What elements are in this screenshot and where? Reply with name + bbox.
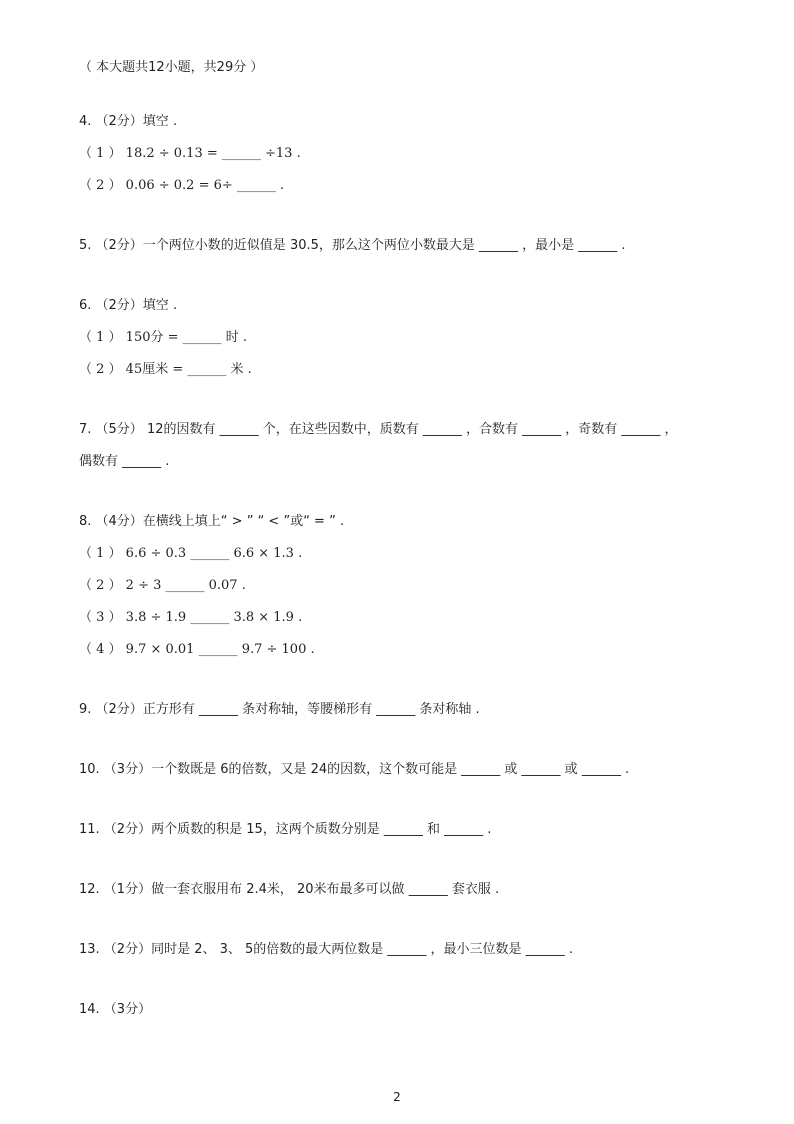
question-4-part-1: （ 1 ） 18.2 ÷ 0.13 = ______ ÷13 . xyxy=(79,146,301,161)
question-8-header: 8. （4分）在横线上填上“ > ” “ < ”或“ = ” . xyxy=(79,514,345,529)
page-number: 2 xyxy=(393,1090,401,1104)
question-5: 5. （2分）一个两位小数的近似值是 30.5，那么这个两位小数最大是 ______ ，最小是 ______ . xyxy=(79,238,626,253)
question-8-part-1: （ 1 ） 6.6 ÷ 0.3 ______ 6.6 × 1.3 . xyxy=(79,546,303,561)
question-9: 9. （2分）正方形有 ______ 条对称轴，等腰梯形有 ______ 条对称轴 . xyxy=(79,702,480,717)
question-14: 14. （3分） xyxy=(79,1002,152,1017)
question-10: 10. （3分）一个数既是 6的倍数，又是 24的因数，这个数可能是 ______ 或 ______ 或 ______ . xyxy=(79,762,630,777)
question-6-header: 6. （2分）填空 . xyxy=(79,298,178,313)
question-7-line-2: 偶数有 ______ . xyxy=(79,454,170,469)
question-8-part-4: （ 4 ） 9.7 × 0.01 ______ 9.7 ÷ 100 . xyxy=(79,642,315,657)
question-7-line-1: 7. （5分） 12的因数有 ______ 个，在这些因数中，质数有 ______ ，合数有 ______ ，奇数有 ______ ， xyxy=(79,422,678,437)
question-11: 11. （2分）两个质数的积是 15，这两个质数分别是 ______ 和 ______ . xyxy=(79,822,492,837)
question-13: 13. （2分）同时是 2、 3、 5的倍数的最大两位数是 ______ ，最小三位数是 ______ . xyxy=(79,942,573,957)
question-8-part-2: （ 2 ） 2 ÷ 3 ______ 0.07 . xyxy=(79,578,246,593)
question-6-part-1: （ 1 ） 150分 = ______ 时 . xyxy=(79,330,248,345)
question-8-part-3: （ 3 ） 3.8 ÷ 1.9 ______ 3.8 × 1.9 . xyxy=(79,610,303,625)
question-4-header: 4. （2分）填空 . xyxy=(79,114,178,129)
question-12: 12. （1分）做一套衣服用布 2.4米， 20米布最多可以做 ______ 套衣服 . xyxy=(79,882,500,897)
question-4-part-2: （ 2 ） 0.06 ÷ 0.2 = 6÷ ______ . xyxy=(79,178,285,193)
question-6-part-2: （ 2 ） 45厘米 = ______ 米 . xyxy=(79,362,252,377)
section-note: （ 本大题共12小题，共29分 ） xyxy=(79,60,264,75)
